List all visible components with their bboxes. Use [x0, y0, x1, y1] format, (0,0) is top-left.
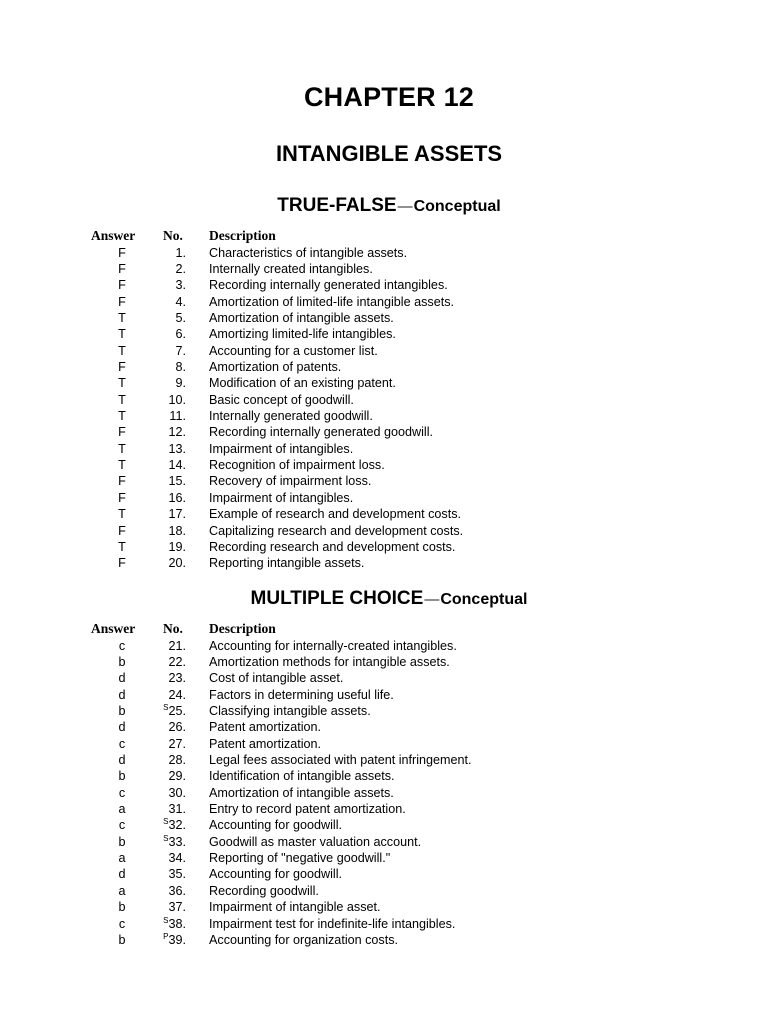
item-number: 8.	[175, 360, 186, 374]
table-row	[0, 277, 768, 293]
number-cell	[140, 359, 186, 375]
number-cell	[140, 785, 186, 801]
table-row	[0, 473, 768, 489]
item-marker: S	[163, 817, 169, 827]
answer-cell: F	[118, 261, 126, 276]
description-cell: Recognition of impairment loss.	[209, 458, 385, 473]
item-number: 24.	[168, 687, 186, 702]
description-cell: Internally created intangibles.	[209, 261, 373, 276]
number-cell	[140, 883, 186, 899]
number-cell	[140, 392, 186, 408]
table-row	[0, 670, 768, 686]
number-cell	[140, 294, 186, 310]
description-cell: Patent amortization.	[209, 736, 322, 751]
answer-cell: T	[118, 409, 126, 423]
item-number: 22.	[168, 654, 186, 669]
item-number: 23.	[168, 671, 186, 686]
answer-cell: T	[118, 539, 126, 554]
section-heading-dash: —	[424, 591, 440, 608]
number-cell	[140, 850, 186, 866]
answer-cell: F	[118, 245, 126, 260]
answer-cell: F	[118, 278, 126, 293]
answer-cell: a	[118, 883, 126, 898]
description-cell: Patent amortization.	[209, 720, 322, 735]
answer-cell: T	[118, 441, 126, 456]
number-cell	[140, 768, 186, 784]
description-cell: Characteristics of intangible assets.	[209, 245, 408, 260]
answer-cell: F	[118, 556, 126, 571]
description-cell: Impairment of intangible asset.	[209, 900, 381, 915]
answer-cell: d	[118, 867, 126, 882]
item-number: 19.	[168, 539, 186, 554]
column-header-description: Description	[209, 621, 276, 636]
answer-cell: b	[118, 769, 126, 784]
answer-cell: b	[118, 932, 126, 947]
number-cell	[140, 310, 186, 326]
description-cell: Legal fees associated with patent infringement.	[209, 753, 472, 767]
section-heading-main: TRUE-FALSE	[277, 195, 397, 216]
item-number: 9.	[175, 376, 186, 391]
number-cell	[140, 261, 186, 277]
answer-cell: d	[118, 753, 126, 767]
item-number: 15.	[168, 474, 186, 489]
item-number: 36.	[168, 883, 186, 898]
description-cell: Accounting for organization costs.	[209, 932, 399, 947]
answer-cell: F	[118, 474, 126, 489]
description-cell: Recording internally generated goodwill.	[209, 425, 434, 440]
number-cell	[140, 866, 186, 882]
description-cell: Amortization of limited-life intangible assets.	[209, 294, 454, 309]
item-number: 37.	[168, 900, 186, 915]
table-row	[0, 768, 768, 784]
answer-cell: T	[118, 343, 126, 358]
table-row	[0, 490, 768, 506]
column-header-number: No.	[163, 621, 183, 636]
multiple-choice-heading	[0, 588, 768, 610]
description-cell: Reporting intangible assets.	[209, 556, 365, 571]
answer-cell: b	[118, 900, 126, 915]
table-row	[0, 899, 768, 915]
answer-cell: c	[118, 736, 126, 751]
number-cell	[140, 523, 186, 539]
description-cell: Basic concept of goodwill.	[209, 392, 354, 407]
description-cell: Recording research and development costs.	[209, 539, 456, 554]
answer-cell: T	[118, 376, 126, 391]
description-cell: Goodwill as master valuation account.	[209, 834, 422, 849]
description-cell: Cost of intangible asset.	[209, 671, 344, 686]
item-number: 34.	[168, 851, 186, 866]
answer-cell: c	[118, 638, 126, 653]
column-header-number: No.	[163, 228, 183, 243]
answer-cell: T	[118, 392, 126, 407]
number-cell	[140, 801, 186, 817]
item-number: 6.	[175, 327, 186, 342]
table-row	[0, 719, 768, 735]
item-number: 31.	[168, 802, 186, 816]
number-cell	[140, 424, 186, 440]
item-number: 7.	[175, 343, 186, 358]
topic-title: INTANGIBLE ASSETS	[275, 141, 503, 166]
item-number: 35.	[168, 867, 186, 882]
number-cell	[140, 932, 186, 948]
answer-cell: F	[118, 523, 126, 538]
answer-cell: d	[118, 720, 126, 735]
column-header-description: Description	[209, 228, 276, 243]
number-cell	[140, 638, 186, 654]
description-cell: Reporting of "negative goodwill."	[209, 851, 391, 866]
table-row	[0, 261, 768, 277]
item-number: 28.	[168, 753, 186, 767]
description-cell: Accounting for a customer list.	[209, 343, 378, 358]
answer-cell: F	[118, 425, 126, 440]
number-cell	[140, 719, 186, 735]
number-cell	[140, 654, 186, 670]
item-number: 4.	[175, 294, 186, 309]
item-marker: S	[163, 915, 169, 925]
item-number: 13.	[168, 441, 186, 456]
table-row	[0, 916, 768, 932]
answer-cell: T	[118, 310, 126, 325]
answer-cell: a	[118, 851, 126, 866]
description-cell: Amortization methods for intangible assets.	[209, 654, 450, 669]
table-row	[0, 654, 768, 670]
number-cell	[140, 817, 186, 833]
item-number: 2.	[175, 261, 186, 276]
answer-cell: d	[118, 687, 126, 702]
table-row	[0, 555, 768, 571]
table-row	[0, 245, 768, 261]
table-row	[0, 375, 768, 391]
table-row	[0, 326, 768, 342]
table-row	[0, 424, 768, 440]
number-cell	[140, 752, 186, 768]
item-number: 30.	[168, 785, 186, 800]
description-cell: Amortization of intangible assets.	[209, 310, 394, 325]
answer-cell: c	[118, 818, 126, 833]
column-header-answer: Answer	[91, 621, 136, 636]
description-cell: Entry to record patent amortization.	[209, 802, 406, 816]
table-row	[0, 817, 768, 833]
table-row	[0, 687, 768, 703]
description-cell: Accounting for internally-created intangibles.	[209, 638, 457, 653]
item-number: 17.	[168, 507, 186, 522]
answer-cell: c	[118, 785, 126, 800]
answer-cell: b	[118, 654, 126, 669]
item-number: 14.	[168, 458, 186, 473]
item-number: 32.	[168, 818, 186, 833]
number-cell	[140, 899, 186, 915]
answer-cell: c	[118, 916, 126, 931]
table-row	[0, 932, 768, 948]
item-number: 20.	[168, 556, 186, 571]
section-heading-sub: Conceptual	[413, 198, 501, 215]
description-cell: Classifying intangible assets.	[209, 703, 371, 718]
answer-cell: F	[118, 490, 126, 505]
item-marker: S	[163, 833, 169, 843]
number-cell	[140, 245, 186, 261]
number-cell	[140, 375, 186, 391]
answer-cell: b	[118, 703, 126, 718]
table-row	[0, 310, 768, 326]
table-row	[0, 801, 768, 817]
table-row	[0, 752, 768, 768]
number-cell	[140, 506, 186, 522]
item-number: 27.	[168, 736, 186, 751]
number-cell	[140, 703, 186, 719]
item-number: 5.	[175, 310, 186, 325]
number-cell	[140, 277, 186, 293]
number-cell	[140, 326, 186, 342]
description-cell: Impairment of intangibles.	[209, 490, 354, 505]
description-cell: Recording internally generated intangibles.	[209, 278, 448, 293]
table-row	[0, 785, 768, 801]
answer-cell: F	[118, 360, 126, 374]
item-number: 1.	[175, 245, 186, 260]
item-number: 25.	[168, 703, 186, 718]
table-row	[0, 834, 768, 850]
description-cell: Modification of an existing patent.	[209, 376, 396, 391]
number-cell	[140, 736, 186, 752]
item-number: 18.	[168, 523, 186, 538]
description-cell: Factors in determining useful life.	[209, 687, 394, 702]
number-cell	[140, 687, 186, 703]
section-heading-sub: Conceptual	[440, 591, 528, 608]
item-number: 26.	[168, 720, 186, 735]
description-cell: Amortization of intangible assets.	[209, 785, 394, 800]
answer-cell: T	[118, 458, 126, 473]
number-cell	[140, 916, 186, 932]
item-number: 39.	[168, 932, 186, 947]
number-cell	[140, 834, 186, 850]
description-cell: Impairment test for indefinite-life intangibles.	[209, 916, 456, 931]
answer-cell: F	[118, 294, 126, 309]
number-cell	[140, 457, 186, 473]
table-row	[0, 392, 768, 408]
table-row	[0, 883, 768, 899]
answer-cell: d	[118, 671, 126, 686]
description-cell: Accounting for goodwill.	[209, 818, 343, 833]
section-heading-dash: —	[397, 198, 413, 215]
description-cell: Example of research and development costs.	[209, 507, 462, 522]
number-cell	[140, 473, 186, 489]
answer-cell: T	[118, 327, 126, 342]
section-heading-main: MULTIPLE CHOICE	[250, 588, 424, 609]
item-number: 10.	[168, 392, 186, 407]
item-number: 38.	[168, 916, 186, 931]
description-cell: Recording goodwill.	[209, 883, 319, 898]
number-cell	[140, 670, 186, 686]
description-cell: Impairment of intangibles.	[209, 441, 354, 456]
description-cell: Internally generated goodwill.	[209, 409, 373, 423]
number-cell	[140, 343, 186, 359]
number-cell	[140, 555, 186, 571]
description-cell: Accounting for goodwill.	[209, 867, 343, 882]
answer-cell: a	[118, 802, 126, 816]
item-number: 29.	[168, 769, 186, 784]
table-row	[0, 850, 768, 866]
answer-cell: b	[118, 834, 126, 849]
number-cell	[140, 441, 186, 457]
table-row	[0, 506, 768, 522]
description-cell: Capitalizing research and development costs.	[209, 523, 464, 538]
true-false-heading	[0, 195, 768, 217]
item-number: 21.	[168, 638, 186, 653]
description-cell: Identification of intangible assets.	[209, 769, 395, 784]
table-row	[0, 539, 768, 555]
item-marker: S	[163, 702, 169, 712]
table-row	[0, 638, 768, 654]
item-number: 33.	[168, 834, 186, 849]
number-cell	[140, 490, 186, 506]
table-row	[0, 408, 768, 424]
table-row	[0, 441, 768, 457]
table-row	[0, 343, 768, 359]
item-number: 16.	[168, 490, 186, 505]
item-number: 3.	[175, 278, 186, 293]
item-number: 12.	[168, 425, 186, 440]
table-row	[0, 866, 768, 882]
column-header-answer: Answer	[91, 228, 136, 243]
table-row	[0, 703, 768, 719]
table-row	[0, 523, 768, 539]
answer-cell: T	[118, 507, 126, 522]
description-cell: Amortizing limited-life intangibles.	[209, 327, 396, 342]
table-row	[0, 457, 768, 473]
table-row	[0, 736, 768, 752]
table-row	[0, 359, 768, 375]
table-row	[0, 294, 768, 310]
item-number: 11.	[169, 409, 186, 423]
number-cell	[140, 408, 186, 424]
description-cell: Recovery of impairment loss.	[209, 474, 372, 489]
description-cell: Amortization of patents.	[209, 360, 342, 374]
chapter-title: CHAPTER 12	[303, 82, 475, 112]
number-cell	[140, 539, 186, 555]
item-marker: P	[163, 931, 169, 941]
